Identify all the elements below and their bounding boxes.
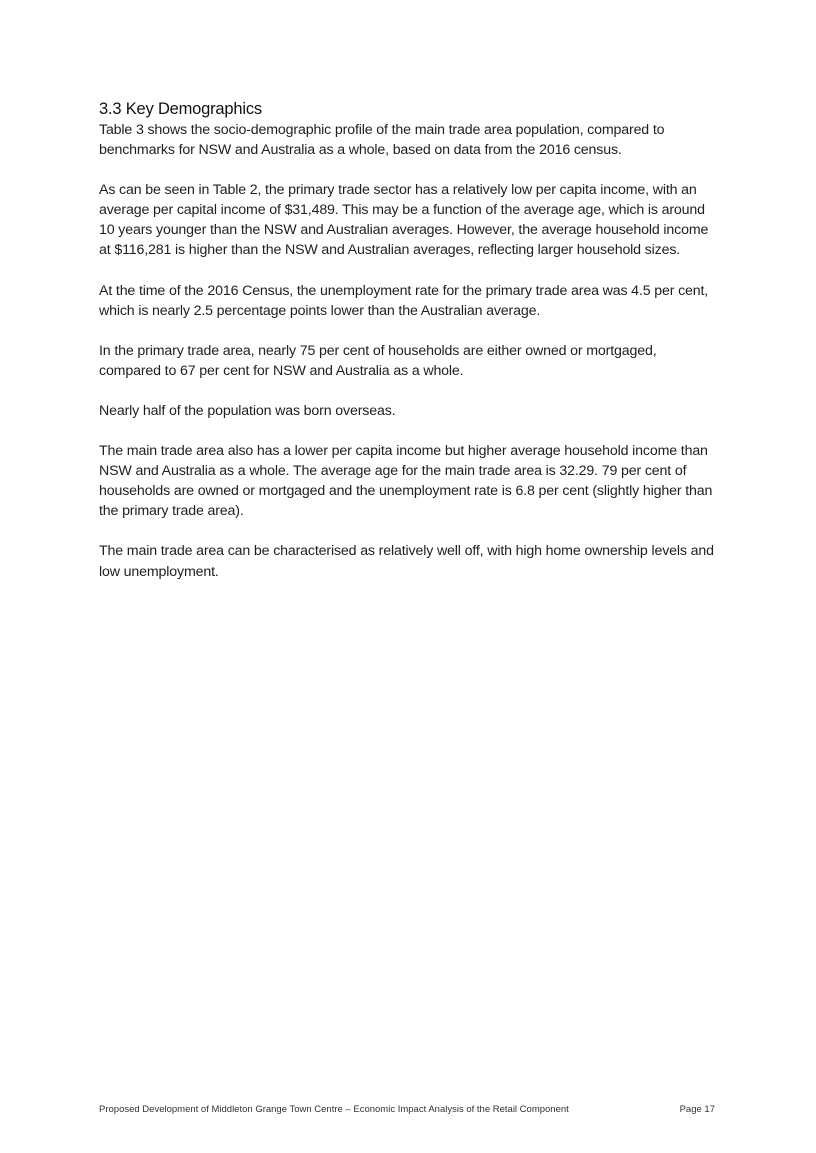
paragraph-conclusion: The main trade area can be characterised as relatively well off, with high home ownership levels and low unemployment. [99,543,714,580]
section-key-demographics [99,98,719,602]
footer-document-title: Proposed Development of Middleton Grange Town Centre – Economic Impact Analysis of the Retail Component [99,1104,569,1115]
paragraph-born-overseas: Nearly half of the population was born overseas. [99,402,396,419]
paragraph-main-trade-area: The main trade area also has a lower per capita income but higher average household income than NSW and Australia as a whole. The average age for the main trade area is 32.29. 79 per cent of households are owned or mortgaged and the unemployment rate is 6.8 per cent (slightly higher than the primary trade area). [99,443,713,520]
page-footer [99,1103,715,1117]
paragraph-unemployment: At the time of the 2016 Census, the unemployment rate for the primary trade area was 4.5 per cent, which is nearly 2.5 percentage points lower than the Australian average. [99,282,709,319]
footer-page-number: Page 17 [679,1104,715,1115]
paragraph-income: As can be seen in Table 2, the primary trade sector has a relatively low per capita income, with an average per capital income of $31,489. This may be a function of the average age, which is around 10 years younger than the NSW and Australian averages. However, the average household income at $116,281 is higher than the NSW and Australian averages, reflecting larger household sizes. [99,182,709,259]
paragraph-table-overview: Table 3 shows the socio-demographic profile of the main trade area population, compared to benchmarks for NSW and Australia as a whole, based on data from the 2016 census. [99,122,665,159]
section-heading: 3.3 Key Demographics [99,100,262,118]
paragraph-home-ownership: In the primary trade area, nearly 75 per cent of households are either owned or mortgaged, compared to 67 per cent for NSW and Australia as a whole. [99,342,657,379]
